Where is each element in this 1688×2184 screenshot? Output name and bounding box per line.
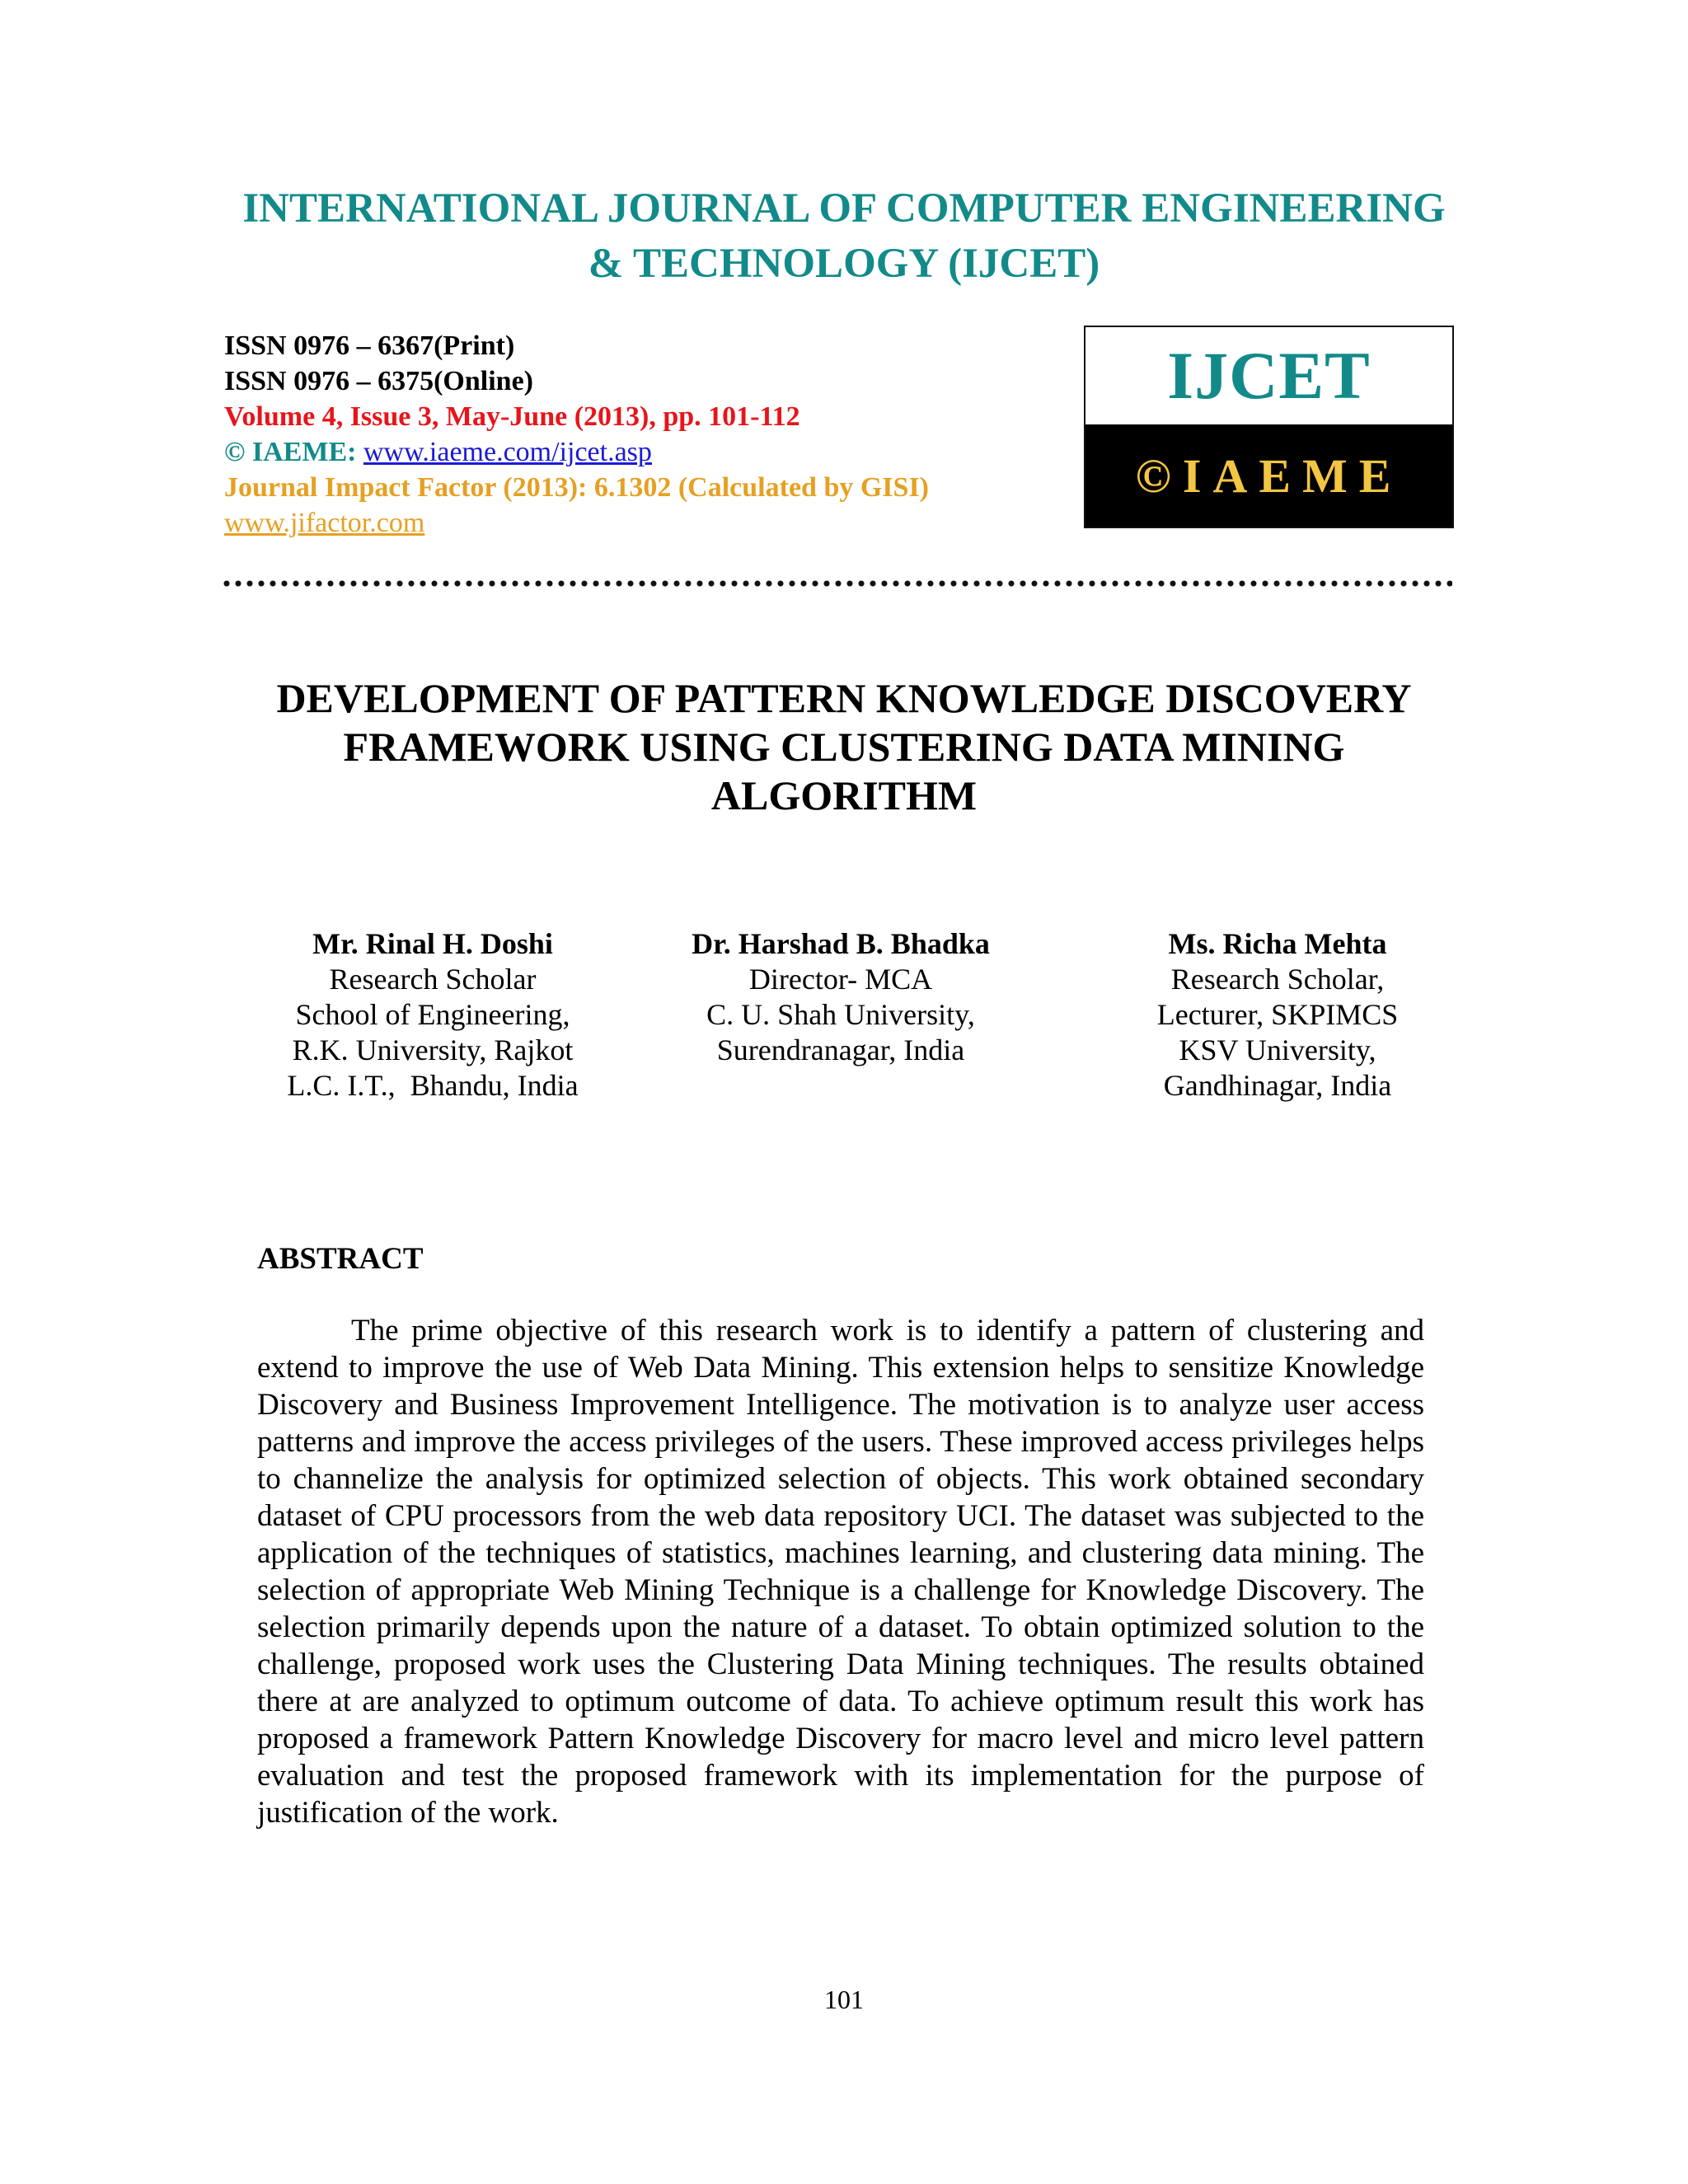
journal-website-link[interactable]: www.iaeme.com/ijcet.asp	[363, 437, 652, 467]
author-block	[272, 926, 593, 1104]
abstract-heading: ABSTRACT	[257, 1242, 424, 1276]
author-affiliation-line: School of Engineering,	[295, 998, 570, 1031]
dotted-divider	[221, 577, 1452, 590]
author-affiliation-line: Gandhinagar, India	[1163, 1069, 1392, 1102]
page-number: 101	[824, 1985, 864, 2014]
journal-info-block	[224, 328, 929, 541]
author-affiliation-line: Surendranagar, India	[716, 1033, 965, 1066]
impact-factor: Journal Impact Factor (2013): 6.1302 (Calculated by GISI)	[224, 472, 929, 503]
author-affiliation-line: Research Scholar	[329, 963, 537, 996]
journal-title-line-1: INTERNATIONAL JOURNAL OF COMPUTER ENGINEERING	[242, 185, 1446, 232]
jif-website-link[interactable]: www.jifactor.com	[224, 508, 425, 538]
author-affiliation-line: R.K. University, Rajkot	[292, 1033, 574, 1066]
author-name: Dr. Harshad B. Bhadka	[692, 927, 990, 960]
issn-print: ISSN 0976 – 6367(Print)	[224, 330, 515, 361]
logo-iaeme-text: ©IAEME	[1085, 424, 1452, 527]
journal-logo	[1084, 326, 1454, 528]
paper-title-line-1: DEVELOPMENT OF PATTERN KNOWLEDGE DISCOVERY	[276, 675, 1412, 721]
paper-title-line-2: FRAMEWORK USING CLUSTERING DATA MINING	[343, 724, 1345, 770]
author-affiliation-line: Director- MCA	[748, 963, 933, 996]
author-affiliation-line: L.C. I.T., Bhandu, India	[287, 1069, 579, 1102]
paper-title	[190, 674, 1498, 820]
author-affiliation-line: Research Scholar,	[1170, 963, 1385, 996]
issn-online: ISSN 0976 – 6375(Online)	[224, 366, 533, 396]
copyright-line	[224, 434, 929, 470]
volume-info: Volume 4, Issue 3, May-June (2013), pp. 101-112	[224, 401, 800, 432]
author-name: Ms. Richa Mehta	[1168, 927, 1387, 960]
author-block	[1121, 926, 1434, 1104]
journal-title-line-2: & TECHNOLOGY (IJCET)	[588, 241, 1100, 287]
author-affiliation-line: Lecturer, SKPIMCS	[1156, 998, 1399, 1031]
author-name: Mr. Rinal H. Doshi	[312, 927, 553, 960]
paper-title-line-3: ALGORITHM	[710, 772, 978, 818]
author-block	[676, 926, 1006, 1068]
abstract-body: The prime objective of this research work is to identify a pattern of clustering and extend to improve the use of Web Data Mining. This extension helps to sensitize Knowledge Discovery and Business Improvement Intelligence. The motivation is to analyze user access patterns and improve the access privileges of the users. These improved access privileges helps to channelize the analysis for optimized selection of objects. This work obtained secondary dataset of CPU processors from the web data repository UCI. The dataset was subjected to the application of the techniques of statistics, machines learning, and clustering data mining. The selection of appropriate Web Mining Technique is a challenge for Knowledge Discovery. The selection primarily depends upon the nature of a dataset. To obtain optimized solution to the challenge, proposed work uses the Clustering Data Mining techniques. The results obtained there at are analyzed to optimum outcome of data. To achieve optimum result this work has proposed a framework Pattern Knowledge Discovery for macro level and micro level pattern evaluation and test the proposed framework with its implementation for the purpose of justification of the work.	[257, 1314, 1424, 1830]
journal-title	[132, 181, 1556, 292]
author-affiliation-line: KSV University,	[1179, 1033, 1376, 1066]
copyright-label: © IAEME:	[224, 437, 357, 467]
author-affiliation-line: C. U. Shah University,	[706, 998, 975, 1031]
logo-ijcet-text: IJCET	[1167, 338, 1371, 413]
